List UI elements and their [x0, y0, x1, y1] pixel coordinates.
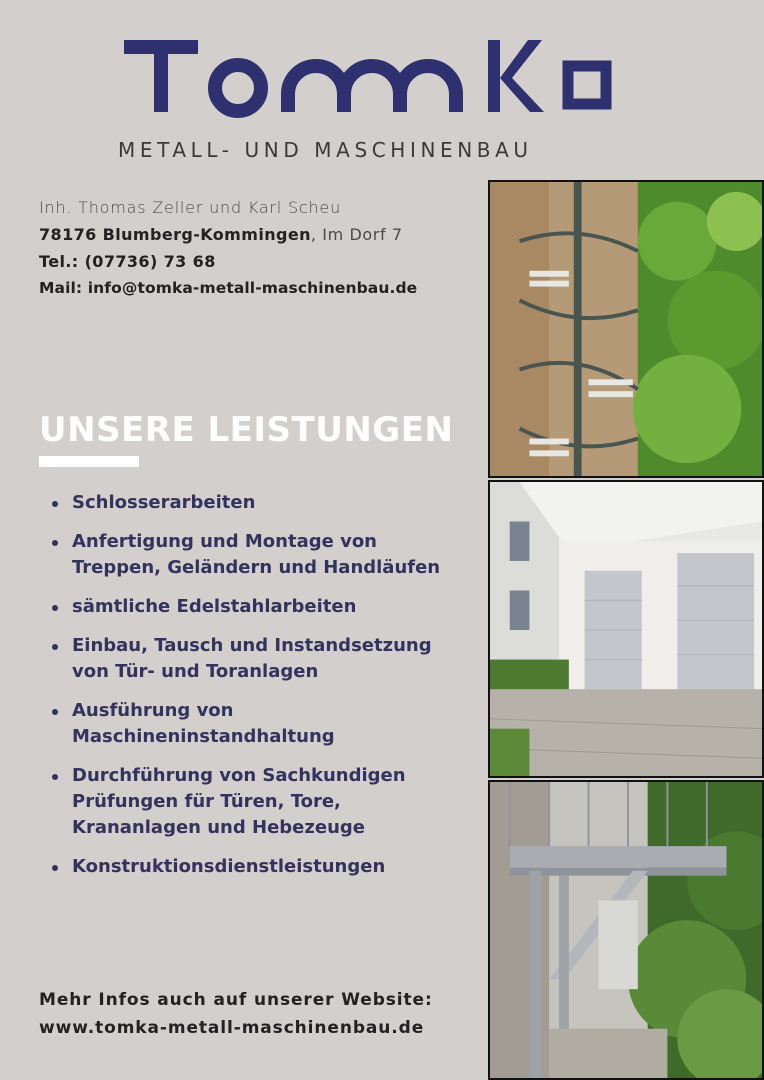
list-item: Ausführung von Maschineninstandhaltung — [50, 698, 470, 750]
list-item: Durchführung von Sachkundigen Prüfungen für Türen, Tore, Krananlagen und Hebezeuge — [50, 763, 470, 841]
list-item: Anfertigung und Montage von Treppen, Geländern und Handläufen — [50, 529, 470, 581]
services-heading: UNSERE LEISTUNGEN — [39, 410, 454, 450]
mail-line[interactable]: Mail: info@tomka-metall-maschinenbau.de — [39, 279, 418, 297]
heading-underline — [39, 456, 139, 467]
list-item: Schlosserarbeiten — [50, 490, 470, 516]
phone-line: Tel.: (07736) 73 68 — [39, 252, 216, 271]
list-item: Einbau, Tausch und Instandsetzung von Tür- und Toranlagen — [50, 633, 470, 685]
address-city: 78176 Blumberg-Kommingen — [39, 225, 311, 244]
address-street: , Im Dorf 7 — [310, 225, 403, 244]
footer-line-1: Mehr Infos auch auf unserer Website: — [39, 990, 433, 1010]
list-item: sämtliche Edelstahlarbeiten — [50, 594, 470, 620]
company-tagline: METALL- UND MASCHINENBAU — [118, 138, 533, 162]
website-link[interactable]: www.tomka-metall-maschinenbau.de — [39, 1018, 425, 1038]
owner-line: Inh. Thomas Zeller und Karl Scheu — [39, 198, 342, 217]
website-footer — [39, 986, 433, 1042]
photo-steel-platform — [488, 780, 764, 1080]
list-item: Konstruktionsdienstleistungen — [50, 854, 470, 880]
services-list — [50, 490, 470, 893]
company-logo — [118, 32, 628, 122]
photo-garage-doors — [488, 480, 764, 778]
photo-spiral-staircase — [488, 180, 764, 478]
address-line — [39, 225, 403, 244]
